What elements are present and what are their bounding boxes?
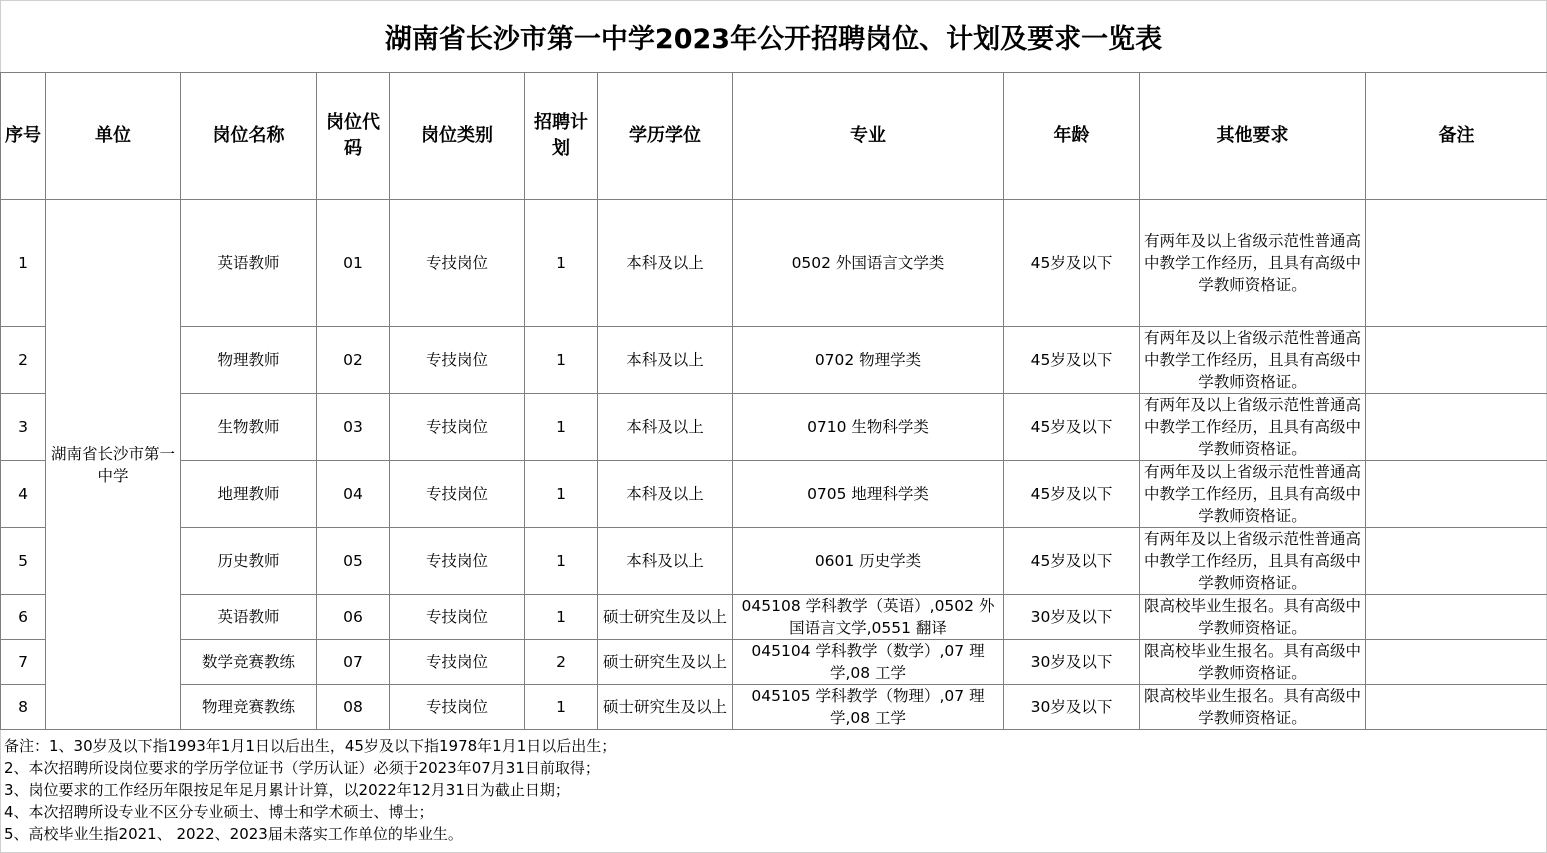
cell-education: 本科及以上 bbox=[598, 394, 733, 461]
cell-age: 45岁及以下 bbox=[1004, 461, 1140, 528]
cell-major: 045104 学科教学（数学）,07 理学,08 工学 bbox=[733, 640, 1004, 685]
cell-index: 3 bbox=[1, 394, 46, 461]
cell-post-name: 英语教师 bbox=[181, 200, 317, 327]
cell-age: 45岁及以下 bbox=[1004, 327, 1140, 394]
cell-major: 0705 地理科学类 bbox=[733, 461, 1004, 528]
cell-post-code: 08 bbox=[317, 685, 390, 730]
cell-plan: 1 bbox=[525, 685, 598, 730]
cell-remark bbox=[1366, 200, 1547, 327]
header-remark: 备注 bbox=[1366, 73, 1547, 200]
cell-post-type: 专技岗位 bbox=[390, 394, 525, 461]
cell-other: 有两年及以上省级示范性普通高中教学工作经历，且具有高级中学教师资格证。 bbox=[1140, 394, 1366, 461]
cell-remark bbox=[1366, 640, 1547, 685]
header-major: 专业 bbox=[733, 73, 1004, 200]
cell-index: 7 bbox=[1, 640, 46, 685]
cell-education: 本科及以上 bbox=[598, 327, 733, 394]
cell-post-type: 专技岗位 bbox=[390, 640, 525, 685]
header-other: 其他要求 bbox=[1140, 73, 1366, 200]
note-line: 2、本次招聘所设岗位要求的学历学位证书（学历认证）必须于2023年07月31日前取得； bbox=[4, 759, 600, 777]
cell-age: 45岁及以下 bbox=[1004, 394, 1140, 461]
cell-post-type: 专技岗位 bbox=[390, 461, 525, 528]
cell-index: 8 bbox=[1, 685, 46, 730]
cell-major: 045105 学科教学（物理）,07 理学,08 工学 bbox=[733, 685, 1004, 730]
cell-post-code: 07 bbox=[317, 640, 390, 685]
note-line: 4、本次招聘所设专业不区分专业硕士、博士和学术硕士、博士； bbox=[4, 803, 434, 821]
note-line: 备注：1、30岁及以下指1993年1月1日以后出生，45岁及以下指1978年1月1日以后出生； bbox=[4, 737, 617, 755]
table-row bbox=[1, 685, 1547, 730]
cell-post-code: 04 bbox=[317, 461, 390, 528]
cell-other: 限高校毕业生报名。具有高级中学教师资格证。 bbox=[1140, 685, 1366, 730]
cell-plan: 1 bbox=[525, 327, 598, 394]
cell-post-code: 05 bbox=[317, 528, 390, 595]
cell-education: 本科及以上 bbox=[598, 461, 733, 528]
cell-post-name: 数学竞赛教练 bbox=[181, 640, 317, 685]
cell-remark bbox=[1366, 595, 1547, 640]
cell-age: 30岁及以下 bbox=[1004, 640, 1140, 685]
cell-plan: 2 bbox=[525, 640, 598, 685]
table-row bbox=[1, 461, 1547, 528]
table-row bbox=[1, 528, 1547, 595]
cell-post-name: 物理教师 bbox=[181, 327, 317, 394]
header-post-code: 岗位代码 bbox=[317, 73, 390, 200]
cell-other: 有两年及以上省级示范性普通高中教学工作经历，且具有高级中学教师资格证。 bbox=[1140, 528, 1366, 595]
cell-remark bbox=[1366, 327, 1547, 394]
cell-remark bbox=[1366, 461, 1547, 528]
header-education: 学历学位 bbox=[598, 73, 733, 200]
cell-post-type: 专技岗位 bbox=[390, 685, 525, 730]
cell-other: 有两年及以上省级示范性普通高中教学工作经历，且具有高级中学教师资格证。 bbox=[1140, 200, 1366, 327]
cell-major: 045108 学科教学（英语）,0502 外国语言文学,0551 翻译 bbox=[733, 595, 1004, 640]
cell-post-name: 历史教师 bbox=[181, 528, 317, 595]
cell-education: 硕士研究生及以上 bbox=[598, 685, 733, 730]
cell-education: 硕士研究生及以上 bbox=[598, 640, 733, 685]
table-row bbox=[1, 640, 1547, 685]
cell-index: 1 bbox=[1, 200, 46, 327]
note-line: 5、高校毕业生指2021、 2022、2023届未落实工作单位的毕业生。 bbox=[4, 825, 463, 843]
cell-major: 0601 历史学类 bbox=[733, 528, 1004, 595]
cell-plan: 1 bbox=[525, 461, 598, 528]
header-plan: 招聘计划 bbox=[525, 73, 598, 200]
cell-post-code: 01 bbox=[317, 200, 390, 327]
header-post-name: 岗位名称 bbox=[181, 73, 317, 200]
cell-index: 5 bbox=[1, 528, 46, 595]
cell-index: 6 bbox=[1, 595, 46, 640]
cell-post-type: 专技岗位 bbox=[390, 200, 525, 327]
table-row bbox=[1, 200, 1547, 327]
cell-post-type: 专技岗位 bbox=[390, 528, 525, 595]
cell-age: 30岁及以下 bbox=[1004, 595, 1140, 640]
cell-education: 本科及以上 bbox=[598, 200, 733, 327]
cell-education: 本科及以上 bbox=[598, 528, 733, 595]
recruitment-table bbox=[0, 72, 1547, 730]
cell-remark bbox=[1366, 394, 1547, 461]
cell-other: 有两年及以上省级示范性普通高中教学工作经历，且具有高级中学教师资格证。 bbox=[1140, 461, 1366, 528]
table-row bbox=[1, 327, 1547, 394]
cell-post-code: 02 bbox=[317, 327, 390, 394]
header-post-type: 岗位类别 bbox=[390, 73, 525, 200]
header-row bbox=[1, 73, 1547, 200]
cell-other: 限高校毕业生报名。具有高级中学教师资格证。 bbox=[1140, 595, 1366, 640]
page-title: 湖南省长沙市第一中学2023年公开招聘岗位、计划及要求一览表 bbox=[384, 23, 1163, 55]
cell-major: 0502 外国语言文学类 bbox=[733, 200, 1004, 327]
cell-plan: 1 bbox=[525, 595, 598, 640]
cell-major: 0710 生物科学类 bbox=[733, 394, 1004, 461]
cell-index: 4 bbox=[1, 461, 46, 528]
header-age: 年龄 bbox=[1004, 73, 1140, 200]
cell-unit: 湖南省长沙市第一中学 bbox=[46, 200, 181, 730]
cell-post-code: 06 bbox=[317, 595, 390, 640]
cell-age: 45岁及以下 bbox=[1004, 528, 1140, 595]
note-line: 3、岗位要求的工作经历年限按足年足月累计计算，以2022年12月31日为截止日期； bbox=[4, 781, 570, 799]
cell-plan: 1 bbox=[525, 394, 598, 461]
cell-plan: 1 bbox=[525, 528, 598, 595]
cell-age: 30岁及以下 bbox=[1004, 685, 1140, 730]
cell-post-name: 地理教师 bbox=[181, 461, 317, 528]
cell-post-name: 英语教师 bbox=[181, 595, 317, 640]
cell-remark bbox=[1366, 685, 1547, 730]
cell-age: 45岁及以下 bbox=[1004, 200, 1140, 327]
cell-post-name: 生物教师 bbox=[181, 394, 317, 461]
cell-post-type: 专技岗位 bbox=[390, 595, 525, 640]
table-row bbox=[1, 394, 1547, 461]
notes-section bbox=[4, 735, 1544, 845]
cell-plan: 1 bbox=[525, 200, 598, 327]
cell-major: 0702 物理学类 bbox=[733, 327, 1004, 394]
table-row bbox=[1, 595, 1547, 640]
cell-post-type: 专技岗位 bbox=[390, 327, 525, 394]
header-index: 序号 bbox=[1, 73, 46, 200]
cell-other: 限高校毕业生报名。具有高级中学教师资格证。 bbox=[1140, 640, 1366, 685]
cell-post-name: 物理竞赛教练 bbox=[181, 685, 317, 730]
header-unit: 单位 bbox=[46, 73, 181, 200]
cell-remark bbox=[1366, 528, 1547, 595]
cell-other: 有两年及以上省级示范性普通高中教学工作经历，且具有高级中学教师资格证。 bbox=[1140, 327, 1366, 394]
cell-education: 硕士研究生及以上 bbox=[598, 595, 733, 640]
cell-index: 2 bbox=[1, 327, 46, 394]
cell-post-code: 03 bbox=[317, 394, 390, 461]
